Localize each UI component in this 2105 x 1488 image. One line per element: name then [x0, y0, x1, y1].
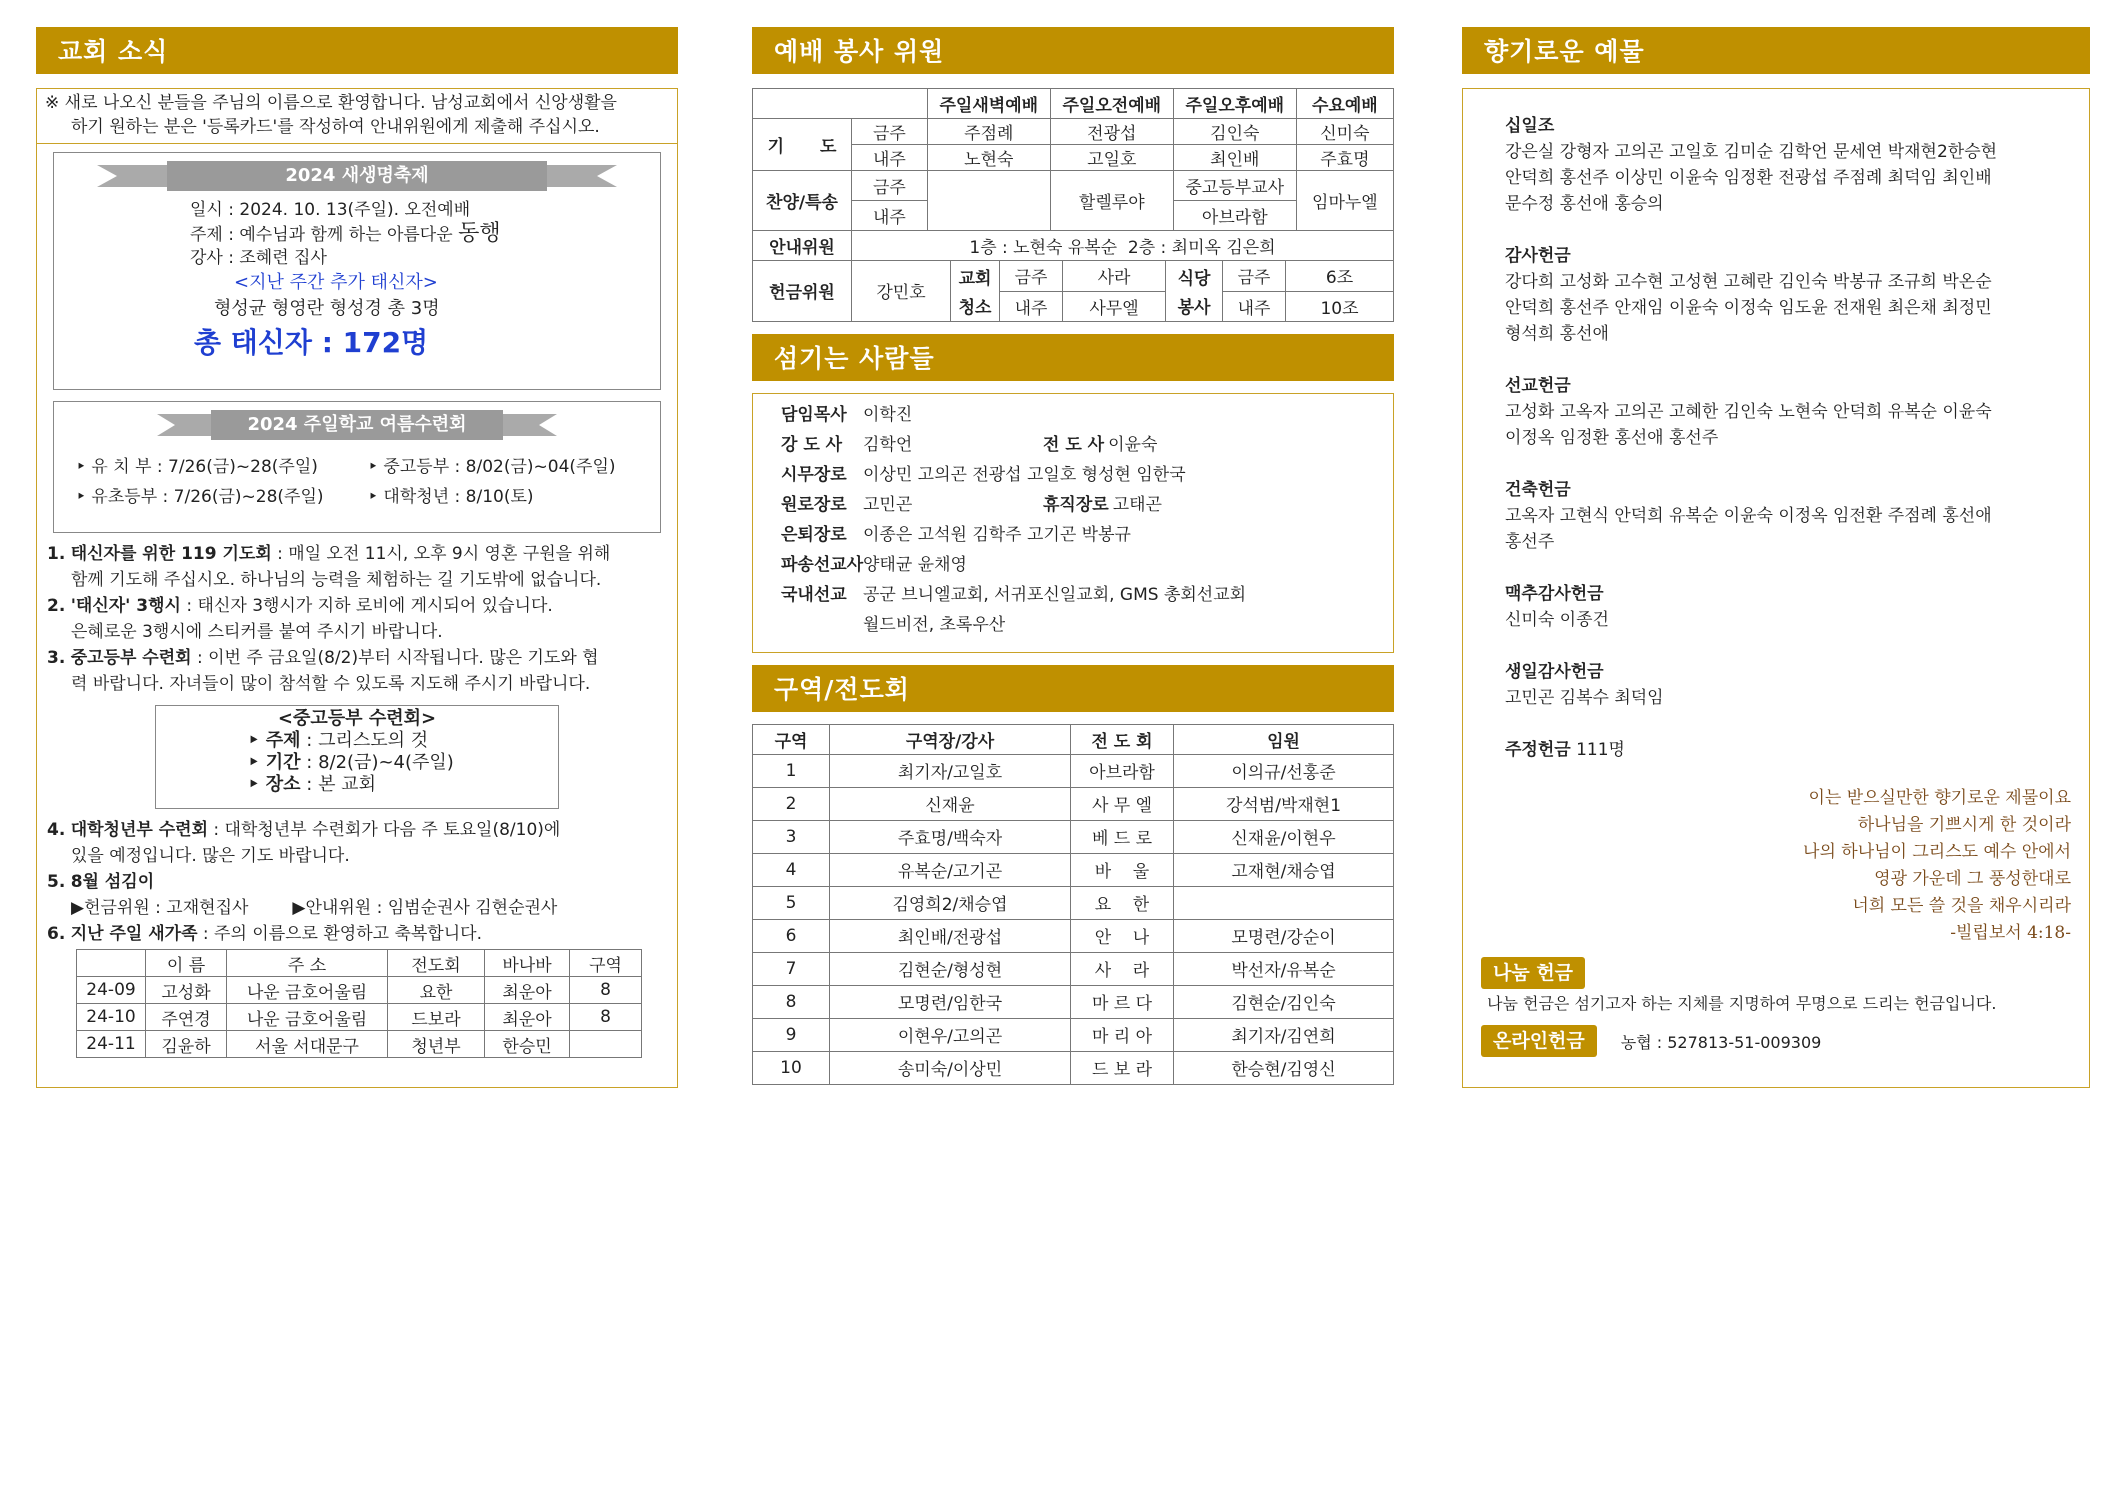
table-cell [570, 1031, 642, 1058]
table-cell: 식당 [1166, 261, 1223, 291]
offerings-column [1462, 27, 2090, 1088]
added-title: <지난 주간 추가 태신자> [234, 272, 438, 293]
table-cell: 안 나 [1071, 919, 1174, 952]
table-cell: 주점례 [927, 119, 1050, 145]
table-row [753, 886, 1394, 919]
table-cell: 김영희2/채승엽 [830, 886, 1071, 919]
table-cell: 전광섭 [1050, 119, 1173, 145]
table-cell: 2 [753, 787, 830, 820]
online-offering-tag: 온라인헌금 [1481, 1025, 1597, 1057]
table-cell [1174, 886, 1394, 919]
table-cell: 강석범/박재현1 [1174, 787, 1394, 820]
table-cell: 사라 [1063, 261, 1166, 291]
table-cell: 금주 [852, 171, 928, 201]
table-row [753, 1051, 1394, 1084]
table-cell: 9 [753, 1018, 830, 1051]
table-cell: 봉사 [1166, 291, 1223, 321]
table-cell: 4 [753, 853, 830, 886]
offering-group: 감사헌금 강다희 고성화 고수현 고성현 고혜란 김인숙 박봉규 조규희 박온순 안덕희 홍선주 안재임 이윤숙 이정숙 임도윤 전재원 최은채 최정민 형석희 홍선애 [1505, 246, 1992, 344]
table-cell: 노현숙 [927, 145, 1050, 171]
table-cell: 임마누엘 [1296, 171, 1393, 231]
table-row [77, 1031, 642, 1058]
table-cell: 내주 [852, 145, 928, 171]
table-cell: 금주 [1000, 261, 1063, 291]
table-cell: 수요예배 [1296, 89, 1393, 119]
table-cell: 찬양/특송 [753, 171, 852, 231]
table-cell: 나운 금호어울림 [227, 1004, 388, 1031]
table-cell: 나운 금호어울림 [227, 977, 388, 1004]
table-cell: 신미숙 [1296, 119, 1393, 145]
table-cell: 최운아 [485, 1004, 570, 1031]
retreat-item: ‣ 유 치 부 : 7/26(금)~28(주일) [76, 457, 318, 477]
retreat-item: ‣ 대학청년 : 8/10(토) [368, 487, 534, 507]
table-cell: 헌금위원 [753, 261, 852, 321]
table-cell: 3 [753, 820, 830, 853]
table-row [77, 977, 642, 1004]
table-cell: 구역 [753, 724, 830, 754]
church-news-title: 교회 소식 [36, 27, 678, 74]
table-cell: 김현순/김인숙 [1174, 985, 1394, 1018]
table-cell: 마 르 다 [1071, 985, 1174, 1018]
table-cell: 이현우/고의곤 [830, 1018, 1071, 1051]
retreat-item: ‣ 중고등부 : 8/02(금)~04(주일) [368, 457, 616, 477]
worship-title: 예배 봉사 위원 [752, 27, 1394, 74]
table-cell: 주효명 [1296, 145, 1393, 171]
table-cell: 이의규/선홍준 [1174, 754, 1394, 787]
table-cell: 요 한 [1071, 886, 1174, 919]
table-cell: 금주 [852, 119, 928, 145]
bible-verse: 이는 받으실만한 향기로운 제물이요 하나님을 기쁘시게 한 것이라 나의 하나님이 그리스도 예수 안에서 영광 가운데 그 풍성한대로 너희 모든 쓸 것을 채우시리라 -빌립보서 4:18- [1803, 788, 2071, 943]
offering-group: 생일감사헌금 고민곤 김복수 최덕임 [1505, 662, 1664, 708]
table-row [753, 985, 1394, 1018]
news-item: 4. 대학청년부 수련회 : 대학청년부 수련회가 다음 주 토요일(8/10)에 [47, 820, 561, 840]
table-row [753, 1018, 1394, 1051]
server-row: 파송선교사 양태균 윤채영 [781, 554, 967, 575]
servers-box [752, 393, 1394, 653]
news-list: 1. 태신자를 위한 119 기도회 : 매일 오전 11시, 오후 9시 영혼 구원을 위해 함께 기도해 주십시오. 하나님의 능력을 체험하는 길 기도밖에 없습니다. 2. '태신자' 3행시 : 태신자 3행시가 지하 로비에 게시되어 있습니다. 은혜로운 3행시에 스티커를 붙여 주시기 바랍니다. 3. 중고등부 수련회 : 이번 주 금요일(8/2)부터 시작됩니다. 많은 기도와 협 력 바랍니다. 자녀들이 많이 참석할 수 있도록 지도해 주시기 바랍니다. <중고등부 수련회> ‣ 주제 : 그리스도의 것 ‣ 기간 : 8/2(금)~4(주일) ‣ 장소 : 본 교회 4. 대학청년부 수련회 : 대학청년부 수련회가 다음 주 토요일(8/10)에 있을 예정입니다. 많은 기도 바랍니다. 5. 8월 섬김이 ▶헌금위원 : 고재현집사 ▶안내위원 : 임범순권사 김현순권사 6. 지난 주일 새가족 : 주의 이름으로 환영하고 축복합니다. 이 름 주 소 전도회 바나바 구역 24-09 고성화 나운 금호어울림 요한 최운아 8 24-10 주연경 나운 금호어울림 드보라 최운아 8 24-11 김윤하 서울 서대문구 청년부 한승민 [37, 533, 677, 1058]
table-cell: 강민호 [852, 261, 951, 321]
table-row [753, 853, 1394, 886]
table-cell: 전 도 회 [1071, 724, 1174, 754]
table-cell: 최기자/고일호 [830, 754, 1071, 787]
table-row [753, 754, 1394, 787]
table-cell: 고성화 [146, 977, 227, 1004]
table-cell: 김현순/형성현 [830, 952, 1071, 985]
online-offering-account: 농협 : 527813-51-009309 [1620, 1032, 1822, 1052]
table-cell: 드보라 [388, 1004, 485, 1031]
table-cell: 할렐루야 [1050, 171, 1173, 231]
festival-theme: 주제 : 예수님과 함께 하는 아름다운 동행 [190, 221, 501, 246]
table-cell: 김윤하 [146, 1031, 227, 1058]
table-cell: 안내위원 [753, 231, 852, 261]
table-cell: 고일호 [1050, 145, 1173, 171]
table-cell: 청년부 [388, 1031, 485, 1058]
table-cell: 바 울 [1071, 853, 1174, 886]
festival-box [53, 152, 661, 390]
table-cell: 7 [753, 952, 830, 985]
offering-group: 선교헌금 고성화 고옥자 고의곤 고혜한 김인숙 노현숙 안덕희 유복순 이윤숙 이정옥 임정환 홍선애 홍선주 [1505, 376, 1992, 448]
table-cell: 이 름 [146, 950, 227, 977]
news-item: 3. 중고등부 수련회 : 이번 주 금요일(8/2)부터 시작됩니다. 많은 기도와 협 [47, 648, 599, 668]
youth-retreat-box: <중고등부 수련회> ‣ 주제 : 그리스도의 것 ‣ 기간 : 8/2(금)~4(주일) ‣ 장소 : 본 교회 [155, 705, 559, 809]
table-cell: 최기자/김연희 [1174, 1018, 1394, 1051]
table-row [77, 1004, 642, 1031]
table-cell: 아브라함 [1173, 201, 1296, 231]
church-news-column [36, 27, 678, 1088]
table-cell: 금주 [1223, 261, 1286, 291]
table-cell: 청소 [951, 291, 1000, 321]
table-cell: 10 [753, 1051, 830, 1084]
table-cell: 6조 [1286, 261, 1394, 291]
districts-title: 구역/전도회 [752, 665, 1394, 712]
offering-group: 십일조 강은실 강형자 고의곤 고일호 김미순 김학언 문세연 박재현2한승현 안덕희 홍선주 이상민 이윤숙 임정환 전광섭 주점례 최덕임 최인배 문수정 홍선애 홍승의 [1505, 116, 1998, 214]
news-item: 1. 태신자를 위한 119 기도회 : 매일 오전 11시, 오후 9시 영혼 구원을 위해 [47, 544, 611, 564]
retreat-box [53, 401, 661, 533]
table-cell: 박선자/유복순 [1174, 952, 1394, 985]
table-cell: 최인배 [1173, 145, 1296, 171]
table-cell: 아브라함 [1071, 754, 1174, 787]
table-cell: 내주 [1223, 291, 1286, 321]
table-row [753, 787, 1394, 820]
table-cell: 한승민 [485, 1031, 570, 1058]
table-cell: 10조 [1286, 291, 1394, 321]
table-cell: 바나바 [485, 950, 570, 977]
offerings-box [1462, 88, 2090, 1088]
table-cell [77, 950, 146, 977]
table-row [753, 919, 1394, 952]
servers-title: 섬기는 사람들 [752, 334, 1394, 381]
table-cell: 서울 서대문구 [227, 1031, 388, 1058]
table-cell: 사 무 엘 [1071, 787, 1174, 820]
table-cell: 기 도 [753, 119, 852, 171]
news-item: 6. 지난 주일 새가족 : 주의 이름으로 환영하고 축복합니다. [47, 924, 482, 944]
table-cell: 5 [753, 886, 830, 919]
festival-date: 일시 : 2024. 10. 13(주일). 오전예배 [190, 200, 471, 220]
share-offering-tag: 나눔 헌금 [1481, 957, 1585, 989]
table-cell: 유복순/고기곤 [830, 853, 1071, 886]
table-cell: 송미숙/이상민 [830, 1051, 1071, 1084]
table-cell: 요한 [388, 977, 485, 1004]
table-cell: 8 [753, 985, 830, 1018]
server-row: 강 도 사 김학언 전 도 사 이윤숙 [781, 434, 1158, 455]
offerings-title: 향기로운 예물 [1462, 27, 2090, 74]
retreat-ribbon: 2024 주일학교 여름수련회 [54, 402, 660, 452]
offering-clean-table [752, 261, 1394, 322]
table-row [753, 952, 1394, 985]
new-family-table [76, 949, 642, 1058]
table-cell: 베 드 로 [1071, 820, 1174, 853]
table-cell: 구역 [570, 950, 642, 977]
table-cell [753, 89, 928, 119]
server-row: 담임목사 이학진 [781, 404, 913, 425]
districts-table [752, 724, 1394, 1085]
server-row: 월드비전, 초록우산 [863, 614, 1006, 635]
table-cell: 24-09 [77, 977, 146, 1004]
server-row: 국내선교 공군 브니엘교회, 서귀포신일교회, GMS 총회선교회 [781, 584, 1247, 605]
table-cell: 주일오전예배 [1050, 89, 1173, 119]
table-cell: 모명련/강순이 [1174, 919, 1394, 952]
table-cell: 한승현/김영신 [1174, 1051, 1394, 1084]
table-cell: 내주 [1000, 291, 1063, 321]
news-item: 5. 8월 섬김이 [47, 872, 155, 892]
total-prospects: 총 태신자 : 172명 [194, 326, 429, 359]
table-cell [927, 171, 1050, 231]
table-cell: 6 [753, 919, 830, 952]
worship-column [752, 27, 1394, 1085]
table-cell: 신재윤 [830, 787, 1071, 820]
festival-speaker: 강사 : 조혜련 집사 [190, 248, 327, 268]
table-cell: 주효명/백숙자 [830, 820, 1071, 853]
table-cell: 사무엘 [1063, 291, 1166, 321]
offering-group: 맥추감사헌금 신미숙 이종건 [1505, 584, 1609, 630]
table-cell: 1층 : 노현숙 유복순 2층 : 최미옥 김은희 [852, 231, 1394, 261]
table-cell: 드 보 라 [1071, 1051, 1174, 1084]
table-cell: 8 [570, 977, 642, 1004]
server-row: 시무장로 이상민 고의곤 전광섭 고일호 형성현 임한국 [781, 464, 1186, 485]
table-cell: 8 [570, 1004, 642, 1031]
table-cell: 김인숙 [1173, 119, 1296, 145]
table-cell: 고재현/채승엽 [1174, 853, 1394, 886]
table-cell: 내주 [852, 201, 928, 231]
table-cell: 주일오후예배 [1173, 89, 1296, 119]
table-cell: 모명련/임한국 [830, 985, 1071, 1018]
share-offering-text: 나눔 헌금은 섬기고자 하는 지체를 지명하여 무명으로 드리는 헌금입니다. [1487, 994, 1997, 1013]
table-cell: 주연경 [146, 1004, 227, 1031]
news-item: 2. '태신자' 3행시 : 태신자 3행시가 지하 로비에 게시되어 있습니다. [47, 596, 553, 616]
server-row: 은퇴장로 이종은 고석원 김학주 고기곤 박봉규 [781, 524, 1131, 545]
table-cell: 1 [753, 754, 830, 787]
table-cell: 사 라 [1071, 952, 1174, 985]
table-cell: 마 리 아 [1071, 1018, 1174, 1051]
sunday-offering: 주정헌금 111명 [1505, 740, 1625, 760]
table-cell: 최운아 [485, 977, 570, 1004]
server-row: 원로장로 고민곤 휴직장로 고태곤 [781, 494, 1162, 515]
worship-table [752, 88, 1394, 261]
table-cell: 주 소 [227, 950, 388, 977]
table-cell: 주일새벽예배 [927, 89, 1050, 119]
festival-ribbon: 2024 새생명축제 [54, 153, 660, 199]
table-cell: 중고등부교사 [1173, 171, 1296, 201]
table-cell: 24-11 [77, 1031, 146, 1058]
table-cell: 교회 [951, 261, 1000, 291]
offering-group: 건축헌금 고옥자 고현식 안덕희 유복순 이윤숙 이정옥 임전환 주점례 홍선애 홍선주 [1505, 480, 1992, 552]
church-news-box [36, 88, 678, 1088]
table-cell: 임원 [1174, 724, 1394, 754]
added-names: 형성균 형영란 형성경 총 3명 [214, 298, 440, 319]
table-cell: 24-10 [77, 1004, 146, 1031]
welcome-note: ※ 새로 나오신 분들을 주님의 이름으로 환영합니다. 남성교회에서 신앙생활을 하기 원하는 분은 '등록카드'를 작성하여 안내위원에게 제출해 주십시오. [37, 89, 677, 144]
table-cell: 최인배/전광섭 [830, 919, 1071, 952]
retreat-item: ‣ 유초등부 : 7/26(금)~28(주일) [76, 487, 324, 507]
table-cell: 신재윤/이현우 [1174, 820, 1394, 853]
table-row [753, 820, 1394, 853]
table-cell: 전도회 [388, 950, 485, 977]
table-cell: 구역장/강사 [830, 724, 1071, 754]
